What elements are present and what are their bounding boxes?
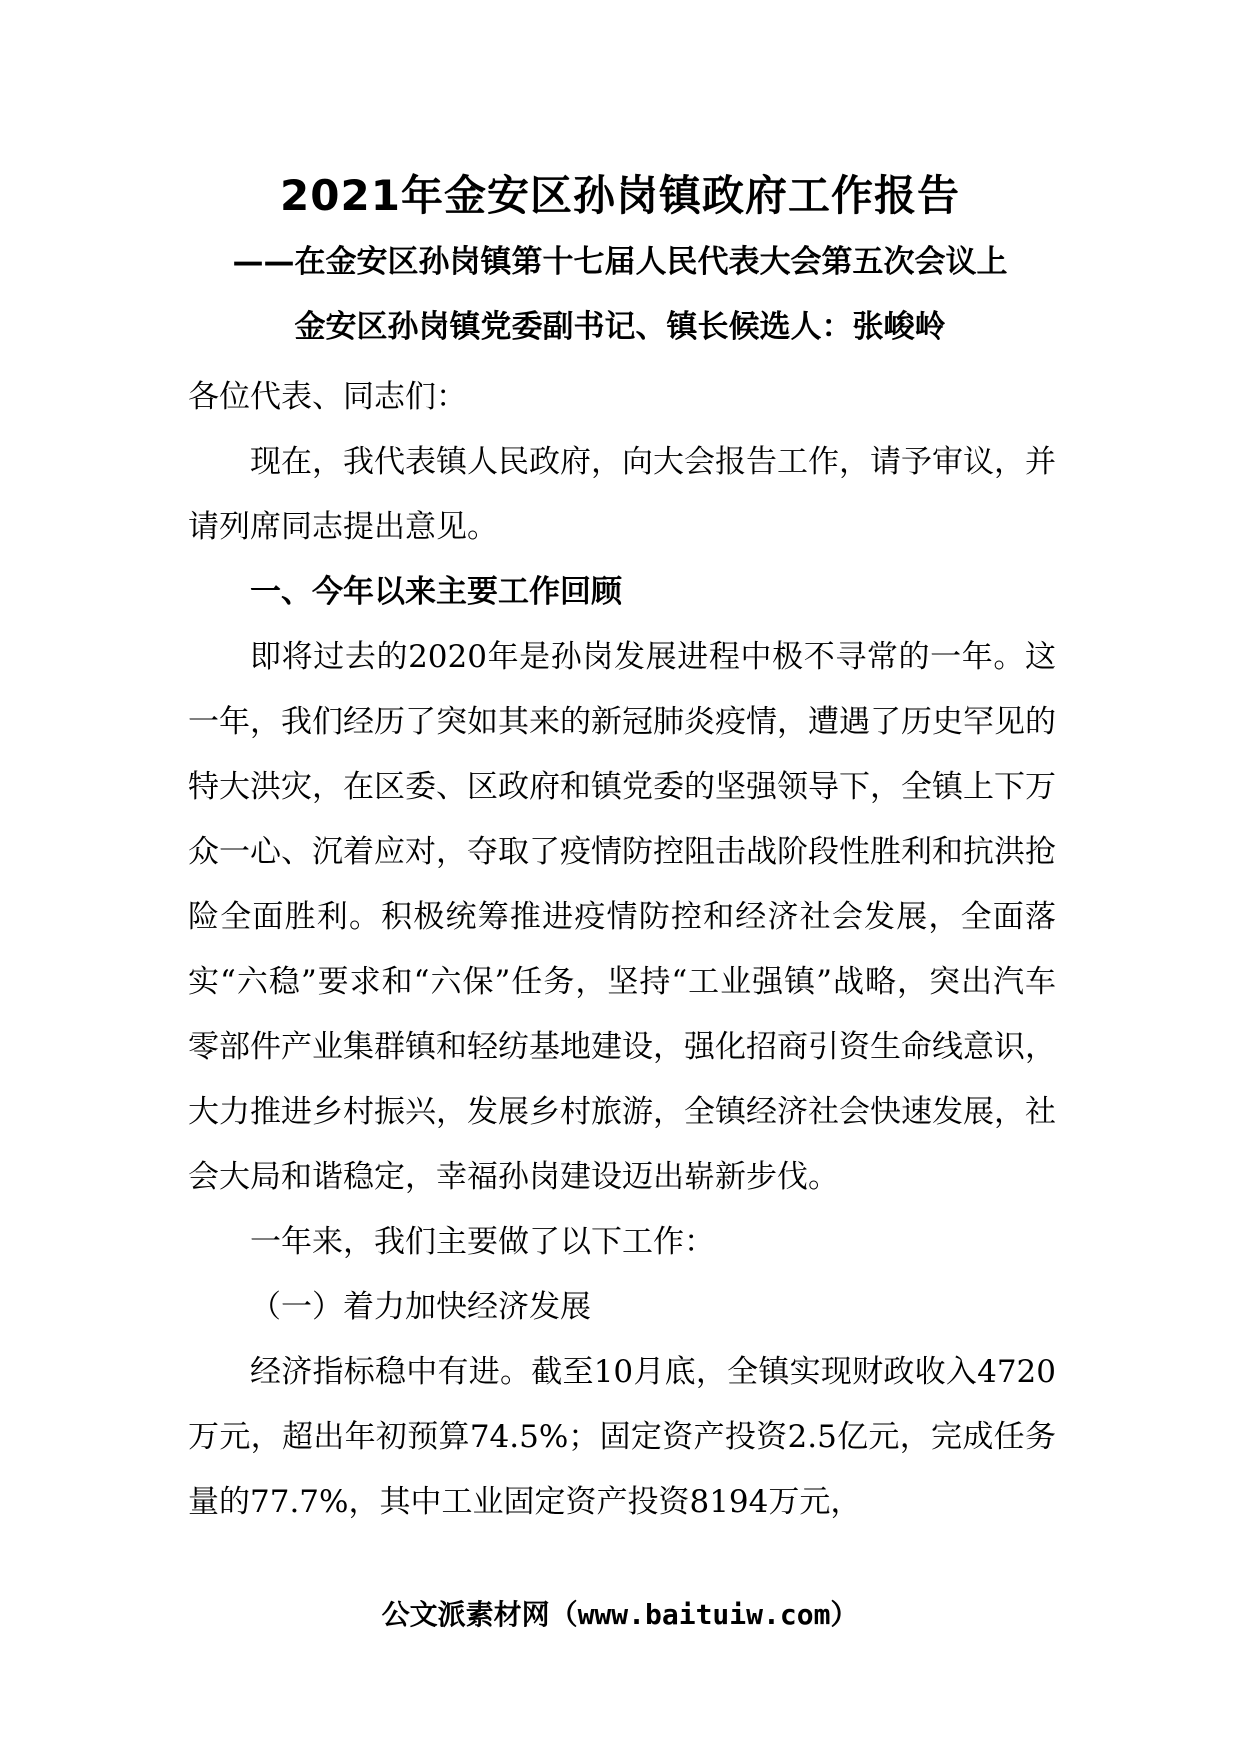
salutation: 各位代表、同志们： (188, 379, 467, 415)
review-paragraph: 即将过去的2020年是孙岗发展进程中极不寻常的一年。这一年，我们经历了突如其来的新冠肺炎疫情，遭遇了历史罕见的特大洪灾，在区委、区政府和镇党委的坚强领导下，全镇上下万众一心、沉着应对，夺取了疫情防控阻击战阶段性胜利和抗洪抢险全面胜利。积极统筹推进疫情防控和经济社会发展，全面落实“六稳”要求和“六保”任务，坚持“工业强镇”战略，突出汽车零部件产业集群镇和轻纺基地建设，强化招商引资生命线意识，大力推进乡村振兴，发展乡村旅游，全镇经济社会快速发展，社会大局和谐稳定，幸福孙岗建设迈出崭新步伐。 (188, 639, 1056, 1195)
intro-paragraph: 现在，我代表镇人民政府，向大会报告工作，请予审议，并请列席同志提出意见。 (188, 444, 1056, 545)
work-intro-paragraph: 一年来，我们主要做了以下工作： (250, 1224, 715, 1260)
section-heading: 一、今年以来主要工作回顾 (250, 574, 622, 610)
economy-paragraph: 经济指标稳中有进。截至10月底，全镇实现财政收入4720万元，超出年初预算74.5%；固定资产投资2.5亿元，完成任务量的77.7%，其中工业固定资产投资8194万元， (188, 1354, 1056, 1520)
document-subtitle-occasion: ——在金安区孙岗镇第十七届人民代表大会第五次会议上 (232, 244, 1008, 280)
document-title: 2021年金安区孙岗镇政府工作报告 (280, 171, 960, 220)
document-body (188, 365, 1056, 1535)
footer-watermark: 公文派素材网（www.baituiw.com） (381, 1598, 859, 1631)
subsection-heading: （一）着力加快经济发展 (250, 1289, 591, 1325)
document-subtitle-speaker: 金安区孙岗镇党委副书记、镇长候选人：张峻岭 (294, 309, 946, 345)
